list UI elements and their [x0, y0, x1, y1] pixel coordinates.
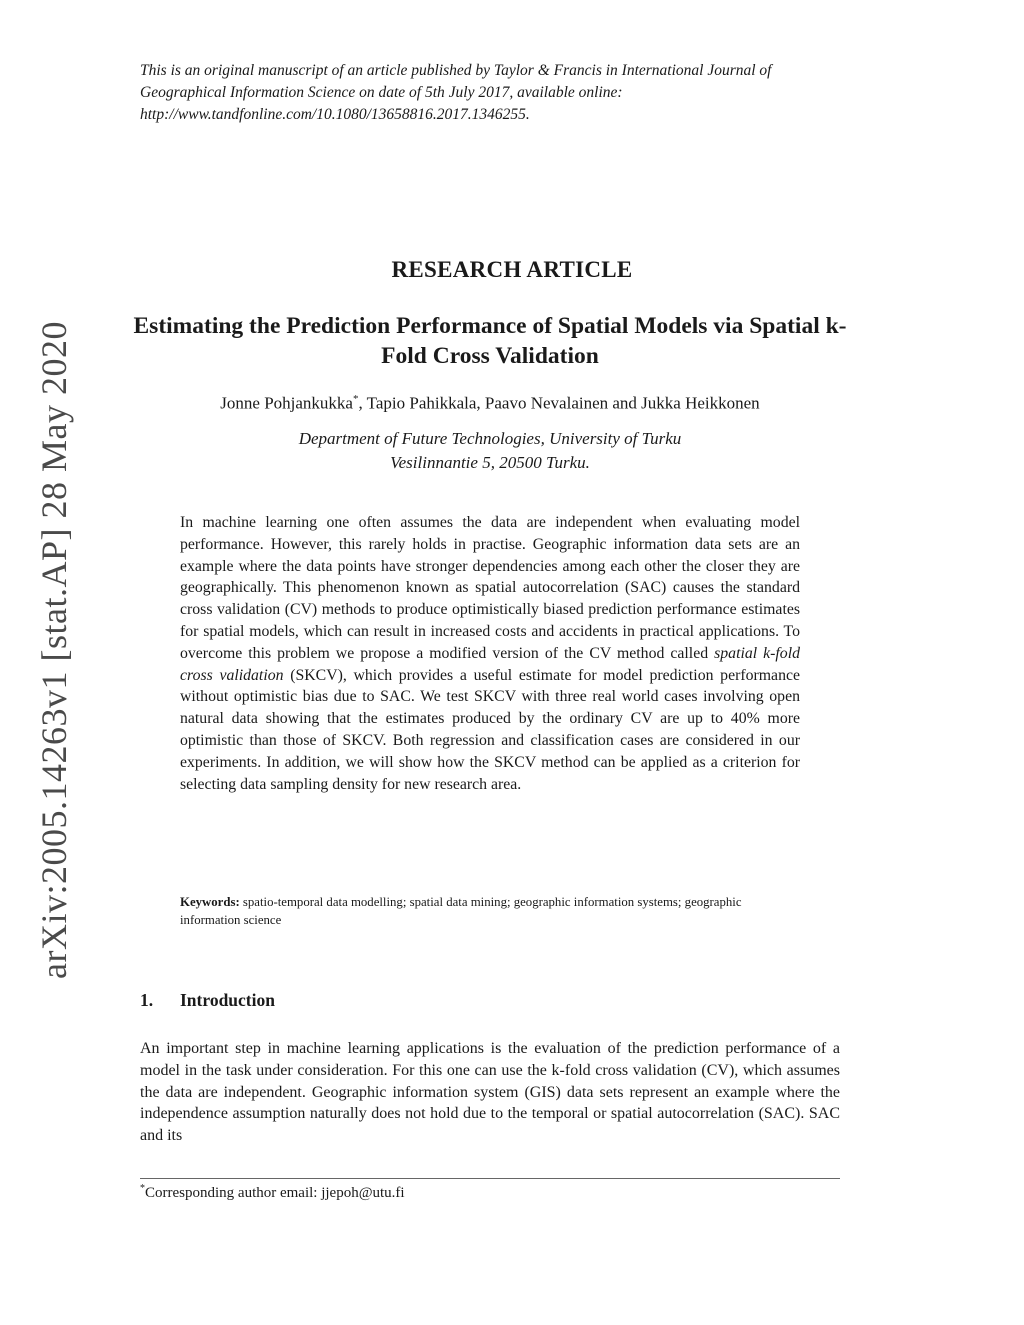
section-title: Introduction: [180, 990, 275, 1010]
affiliation-department: Department of Future Technologies, University of Turku: [298, 429, 682, 448]
section-heading: [140, 990, 275, 1011]
abstract: [180, 512, 800, 795]
corresponding-author-mark: *: [352, 393, 359, 405]
abstract-text-1: In machine learning one often assumes the data are independent when evaluating model performance. However, this rarely holds in practise. Geographic information data sets are an example where the data points have stronger dependencies among each other the closer they are geographically. This phenomenon known as spatial autocorrelation (SAC) causes the standard cross validation (CV) methods to produce optimistically biased prediction performance estimates for spatial models, which can result in increased costs and accidents in practical applications. To overcome this problem we propose a modified version of the CV method called: [180, 514, 800, 662]
intro-paragraph: An important step in machine learning applications is the evaluation of the prediction performance of a model in the task under consideration. For this one can use the k-fold cross validation (CV), which assumes the data are independent. Geographic information system (GIS) data sets represent an example where the independence assumption naturally does not hold due to the temporal or spatial autocorrelation (SAC). SAC and its: [140, 1040, 840, 1145]
publication-note: This is an original manuscript of an article published by Taylor & Francis in International Journal of Geographical Information Science on date of 5th July 2017, available online: http://www.tandfonline.com/10.1080/13658816.2017.1346255.: [140, 62, 772, 123]
author-list: [0, 393, 980, 414]
abstract-text-2: (SKCV), which provides a useful estimate for model prediction performance without optimistic bias due to SAC. We test SKCV with three real world cases involving open natural data showing that the estimates produced by the ordinary CV are up to 40% more optimistic than those of SKCV. Both regression and classification cases are considered in our experiments. In addition, we will show how the SKCV method can be applied as a criterion for selecting data sampling density for new research area.: [180, 666, 800, 793]
section-number: 1.: [140, 990, 154, 1010]
article-type: RESEARCH ARTICLE: [391, 257, 633, 282]
footnote-divider: [140, 1178, 840, 1179]
footnote-text: Corresponding author email: jjepoh@utu.fi: [145, 1185, 405, 1201]
footnote-mark: *: [140, 1183, 145, 1194]
abstract-emphasis: spatial k-fold cross validation: [180, 644, 800, 684]
paper-title: Estimating the Prediction Performance of Spatial Models via Spatial k-Fold Cross Validation: [133, 313, 847, 369]
affiliation: [0, 427, 980, 475]
keywords-label: Keywords:: [180, 895, 240, 909]
footnote: [140, 1183, 405, 1202]
other-authors: , Tapio Pahikkala, Paavo Nevalainen and Jukka Heikkonen: [358, 393, 760, 413]
keywords: [180, 893, 800, 929]
first-author: Jonne Pohjankukka: [220, 393, 353, 413]
affiliation-address: Vesilinnantie 5, 20500 Turku.: [390, 453, 590, 472]
keywords-text: spatio-temporal data modelling; spatial data mining; geographic information systems; geographic information science: [180, 895, 742, 927]
arxiv-side-stamp: arXiv:2005.14263v1 [stat.AP] 28 May 2020: [34, 321, 74, 979]
